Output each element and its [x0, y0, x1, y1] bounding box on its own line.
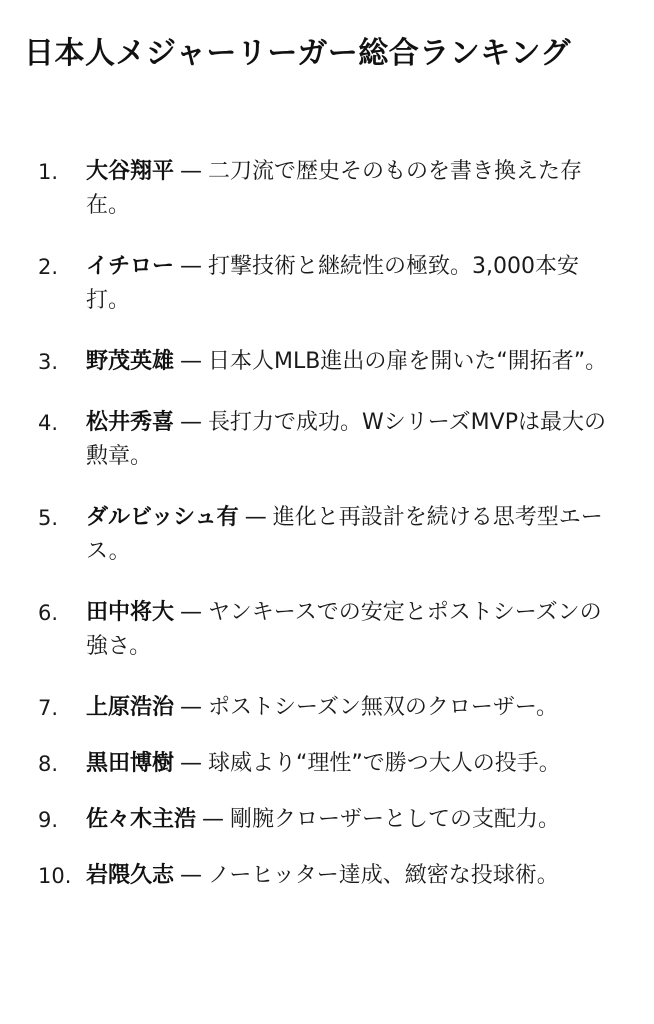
dash-separator: —: [244, 505, 267, 530]
dash-separator: —: [180, 410, 203, 435]
dash-separator: —: [202, 807, 225, 832]
player-name: 野茂英雄: [86, 349, 175, 374]
ranking-item-9: [0, 803, 654, 837]
rank-number: 1.: [38, 160, 59, 184]
dash-separator: —: [180, 349, 203, 374]
ranking-item-3: [0, 345, 654, 379]
player-name: 岩隈久志: [86, 863, 175, 888]
rank-number: 5.: [38, 506, 59, 530]
player-description: 球威より“理性”で勝つ大人の投手。: [208, 751, 561, 776]
rank-number: 2.: [38, 255, 59, 279]
player-name: ダルビッシュ有: [86, 505, 239, 530]
player-description: 打撃技術と継続性の極致。3,000本安打。: [86, 254, 579, 313]
rank-number: 10.: [38, 864, 72, 888]
rank-number: 9.: [38, 808, 59, 832]
ranking-item-1: [0, 155, 654, 223]
player-description: 長打力で成功。WシリーズMVPは最大の勲章。: [86, 410, 606, 469]
player-description: 日本人MLB進出の扉を開いた“開拓者”。: [208, 349, 608, 374]
player-name: イチロー: [86, 254, 175, 279]
player-description: 進化と再設計を続ける思考型エース。: [86, 505, 603, 564]
rank-number: 7.: [38, 696, 59, 720]
ranking-item-10: [0, 859, 654, 893]
ranking-item-7: [0, 691, 654, 725]
player-description: 二刀流で歴史そのものを書き換えた存在。: [86, 159, 583, 218]
dash-separator: —: [180, 863, 203, 888]
ranking-item-5: [0, 501, 654, 569]
dash-separator: —: [180, 159, 203, 184]
dash-separator: —: [180, 600, 203, 625]
rank-number: 3.: [38, 350, 59, 374]
ranking-list: [0, 155, 654, 893]
player-name: 大谷翔平: [86, 159, 175, 184]
ranking-item-2: [0, 250, 654, 318]
player-description: ノーヒッター達成、緻密な投球術。: [208, 863, 559, 888]
page-title: 日本人メジャーリーガー総合ランキング: [24, 36, 571, 71]
player-description: ヤンキースでの安定とポストシーズンの強さ。: [86, 600, 602, 659]
player-name: 黒田博樹: [86, 751, 175, 776]
rank-number: 8.: [38, 752, 59, 776]
player-name: 田中将大: [86, 600, 175, 625]
dash-separator: —: [180, 751, 203, 776]
player-description: ポストシーズン無双のクローザー。: [208, 695, 559, 720]
ranking-item-4: [0, 406, 654, 474]
player-description: 剛腕クローザーとしての支配力。: [230, 807, 561, 832]
rank-number: 4.: [38, 411, 59, 435]
ranking-item-8: [0, 747, 654, 781]
dash-separator: —: [180, 695, 203, 720]
player-name: 上原浩治: [86, 695, 175, 720]
rank-number: 6.: [38, 601, 59, 625]
ranking-item-6: [0, 596, 654, 664]
player-name: 佐々木主浩: [86, 807, 197, 832]
player-name: 松井秀喜: [86, 410, 175, 435]
dash-separator: —: [180, 254, 203, 279]
